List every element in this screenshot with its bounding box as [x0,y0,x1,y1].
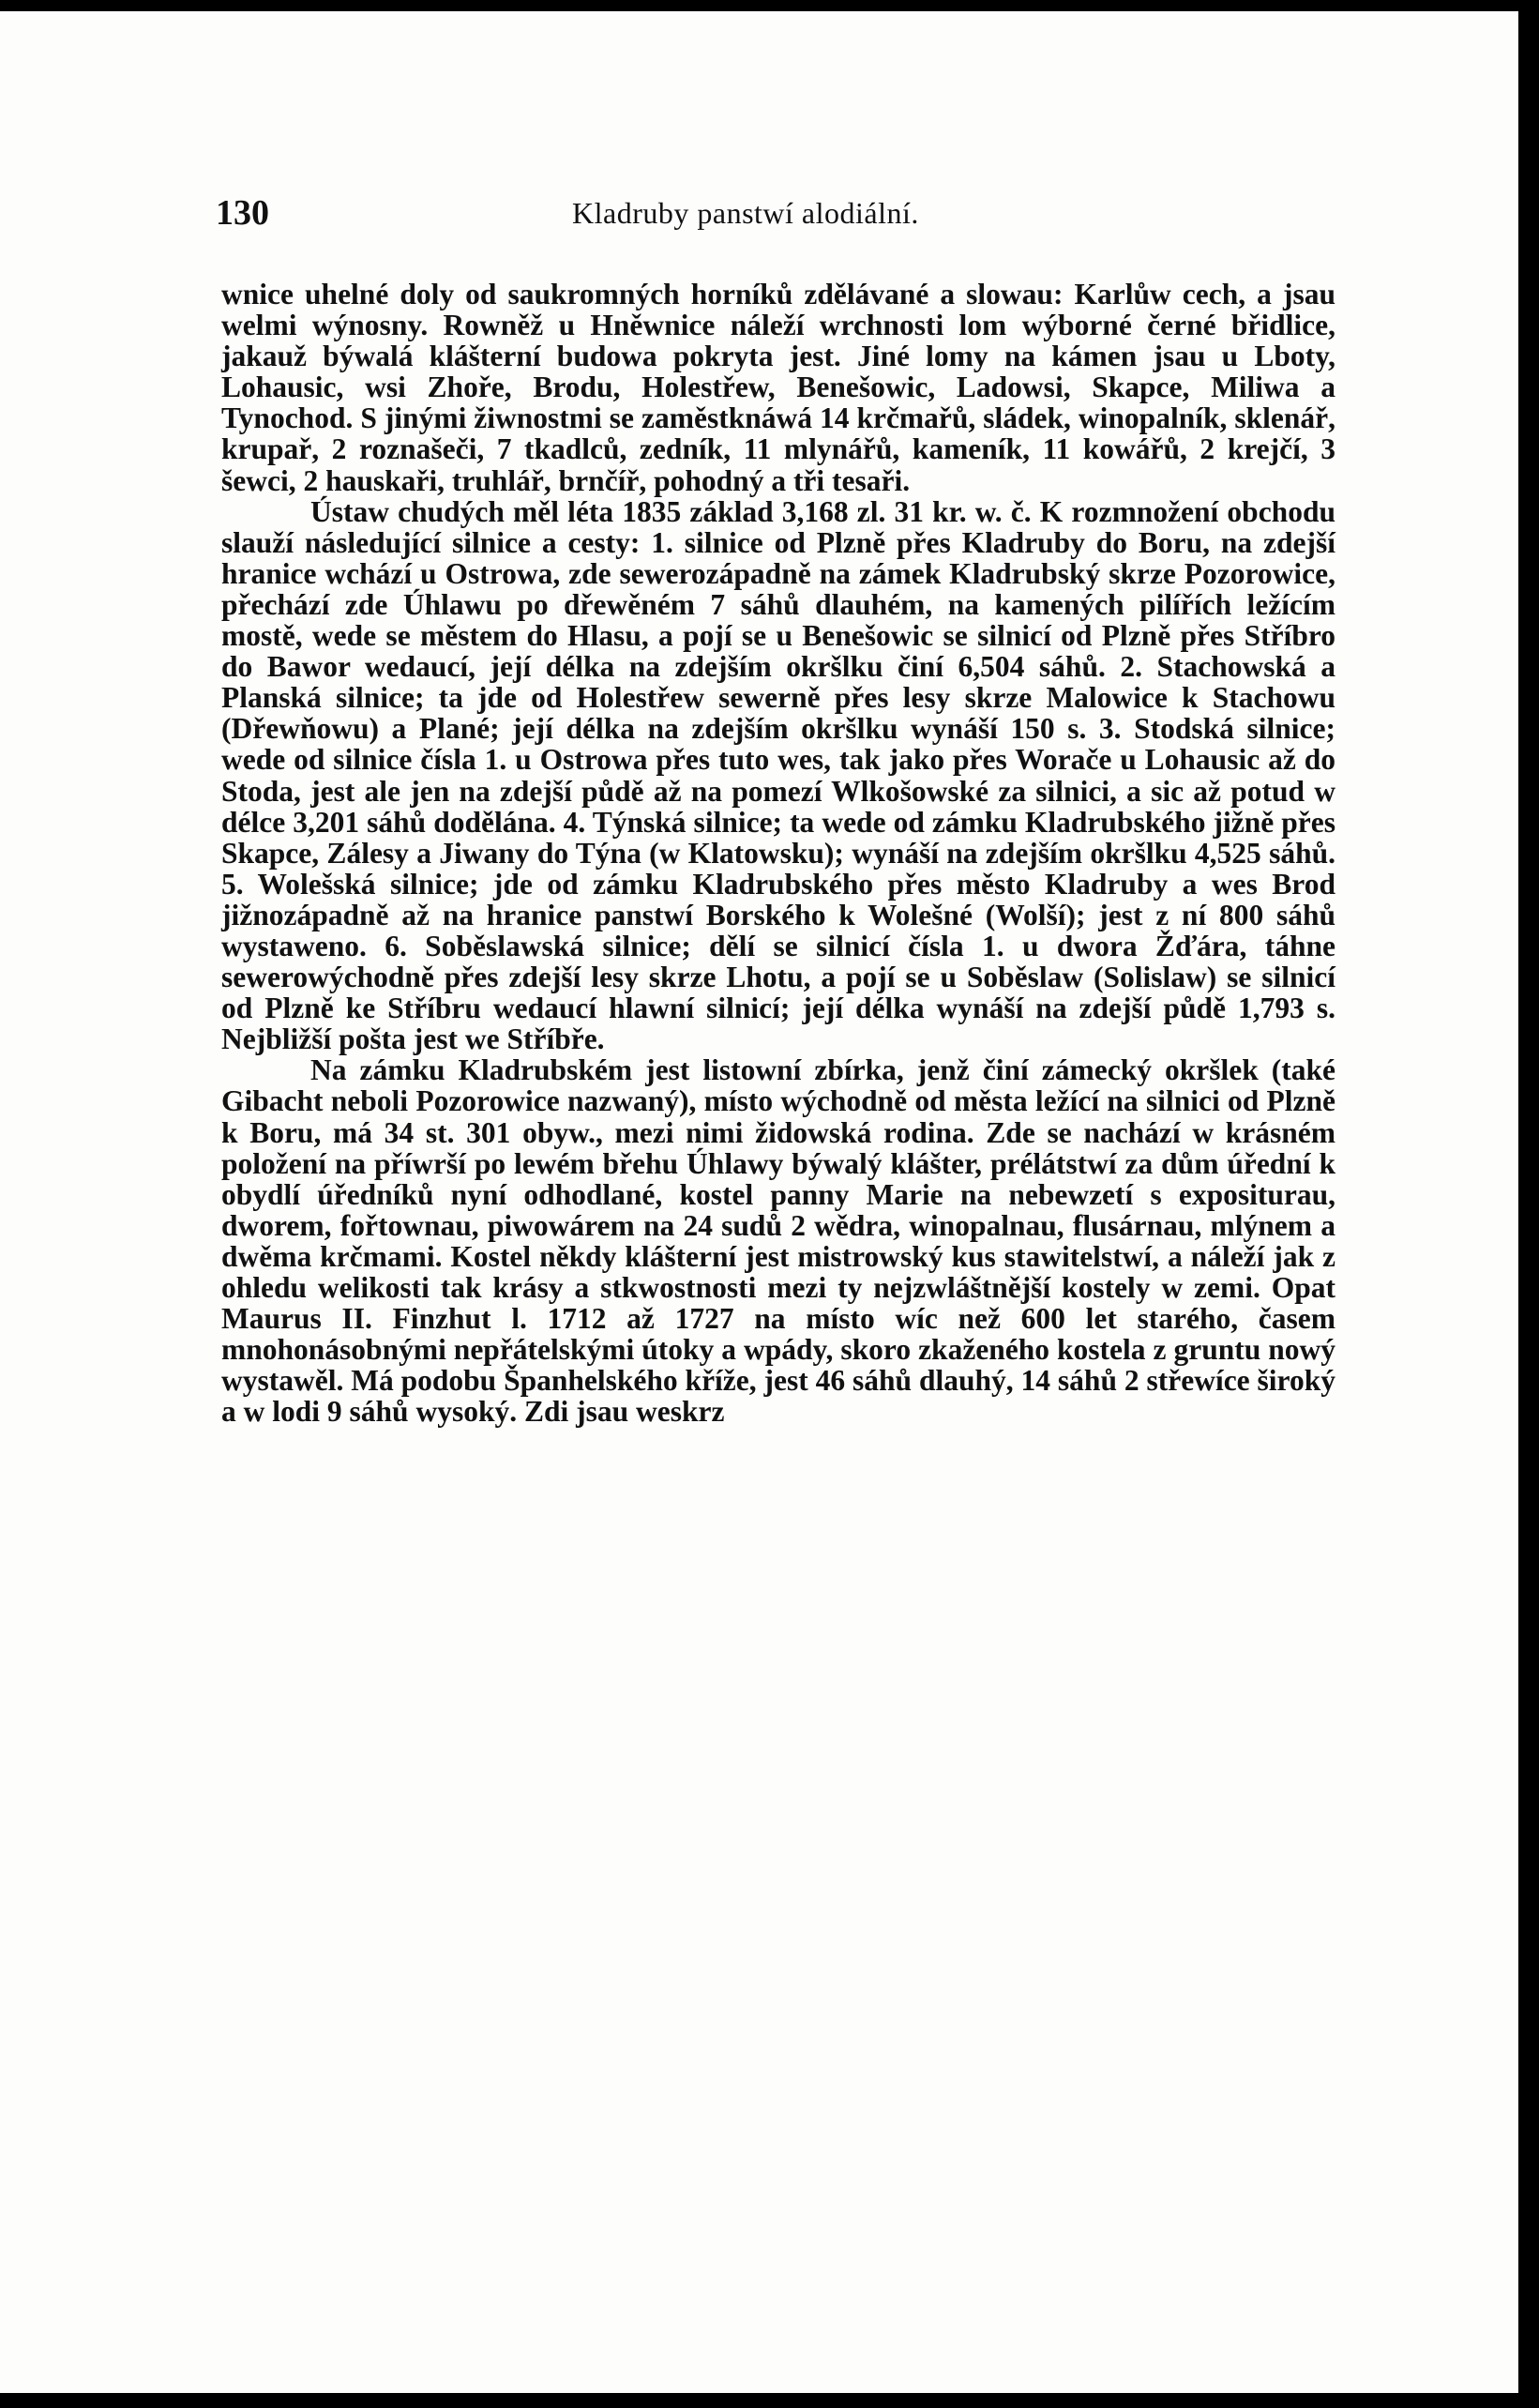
paragraph-1: wnice uhelné doly od saukromných horníků zdělávané a slowau: Karlůw cech, a jsau welmi wýnosny. Rowněž u Hněwnice náleží wrchnosti lom wýborné černé břidlice, jakauž býwalá klášterní budowa pokryta jest. Jiné lomy na kámen jsau u Lboty, Lohausic, wsi Zhoře, Brodu, Holestřew, Benešowic, Ladowsi, Skapce, Miliwa a Tynochod. S jinými žiwnostmi se zaměstknáwá 14 krčmařů, sládek, winopalník, sklenář, krupař, 2 roznašeči, 7 tkadlců, zedník, 11 mlynářů, kameník, 11 kowářů, 2 krejčí, 3 šewci, 2 hauskaři, truhlář, brnčíř, pohodný a tři tesaři. [221,278,1335,497]
page-number: 130 [216,193,269,233]
scan-border-bottom [0,2393,1539,2408]
body-text [221,279,1335,1427]
paragraph-3: Na zámku Kladrubském jest listowní zbírka, jenž činí zámecký okršlek (také Gibacht neboli Pozorowice nazwaný), místo wýchodně od města ležící na silnici od Plzně k Boru, má 34 st. 301 obyw., mezi nimi židowská rodina. Zde se nachází w krásném položení na příwrší po lewém břehu Úhlawy býwalý klášter, prélátstwí za dům úřední k obydlí úředníků nyní odhodlané, kostel panny Marie na nebewzetí s expositurau, dworem, fořtownau, piwowárem na 24 sudů 2 wědra, winopalnau, flusárnau, mlýnem a dwěma krčmami. Kostel někdy klášterní jest mistrowský kus stawitelstwí, a náleží jak z ohledu welikosti tak krásy a stkwostnosti mezi ty nejzwláštnější kostely w zemi. Opat Maurus II. Finzhut l. 1712 až 1727 na místo wíc než 600 let starého, časem mnohonásobnými nepřátelskými útoky a wpády, skoro zkaženého kostela z gruntu nowý wystawěl. Má podobu Španhelského kříže, jest 46 sáhů dlauhý, 14 sáhů 2 střewíce široký a w lodi 9 sáhů wysoký. Zdi jsau weskrz [221,1053,1335,1429]
running-title: Kladruby panstwí alodiální. [572,196,919,230]
paragraph-2: Ústaw chudých měl léta 1835 základ 3,168 zl. 31 kr. w. č. K rozmnožení obchodu slauží následující silnice a cesty: 1. silnice od Plzně přes Kladruby do Boru, na zdejší hranice wchází u Ostrowa, zde sewerozápadně na zámek Kladrubský skrze Pozorowice, přechází zde Úhlawu po dřewěném 7 sáhů dlauhém, na kamených pilířích ležícím mostě, wede se městem do Hlasu, a pojí se u Benešowic se silnicí od Plzně přes Stříbro do Bawor wedaucí, její délka na zdejším okršlku činí 6,504 sáhů. 2. Stachowská a Planská silnice; ta jde od Holestřew sewerně přes lesy skrze Malowice k Stachowu (Dřewňowu) a Plané; její délka na zdejším okršlku wynáší 150 s. 3. Stodská silnice; wede od silnice čísla 1. u Ostrowa přes tuto wes, tak jako přes Worače u Lohausic až do Stoda, jest ale jen na zdejší půdě až na pomezí Wlkošowské za silnici, a sic až potud w délce 3,201 sáhů dodělána. 4. Týnská silnice; ta wede od zámku Kladrubského jižně přes Skapce, Zálesy a Jiwany do Týna (w Klatowsku); wynáší na zdejším okršlku 4,525 sáhů. 5. Wolešská silnice; jde od zámku Kladrubského přes město Kladruby a wes Brod jižnozápadně až na hranice panstwí Borského k Wolešné (Wolší); jest z ní 800 sáhů wystaweno. 6. Soběslawská silnice; dělí se silnicí čísla 1. u dwora Žďára, táhne sewerowýchodně přes zdejší lesy skrze Lhotu, a pojí se u Soběslaw (Solislaw) se silnicí od Plzně ke Stříbru wedaucí hlawní silnicí; její délka wynáší na zdejší půdě 1,793 s. Nejbližší pošta jest we Stříbře. [221,494,1335,1056]
scan-border-top [0,0,1539,11]
scan-border-right [1518,0,1539,2408]
page-header [216,192,1341,249]
